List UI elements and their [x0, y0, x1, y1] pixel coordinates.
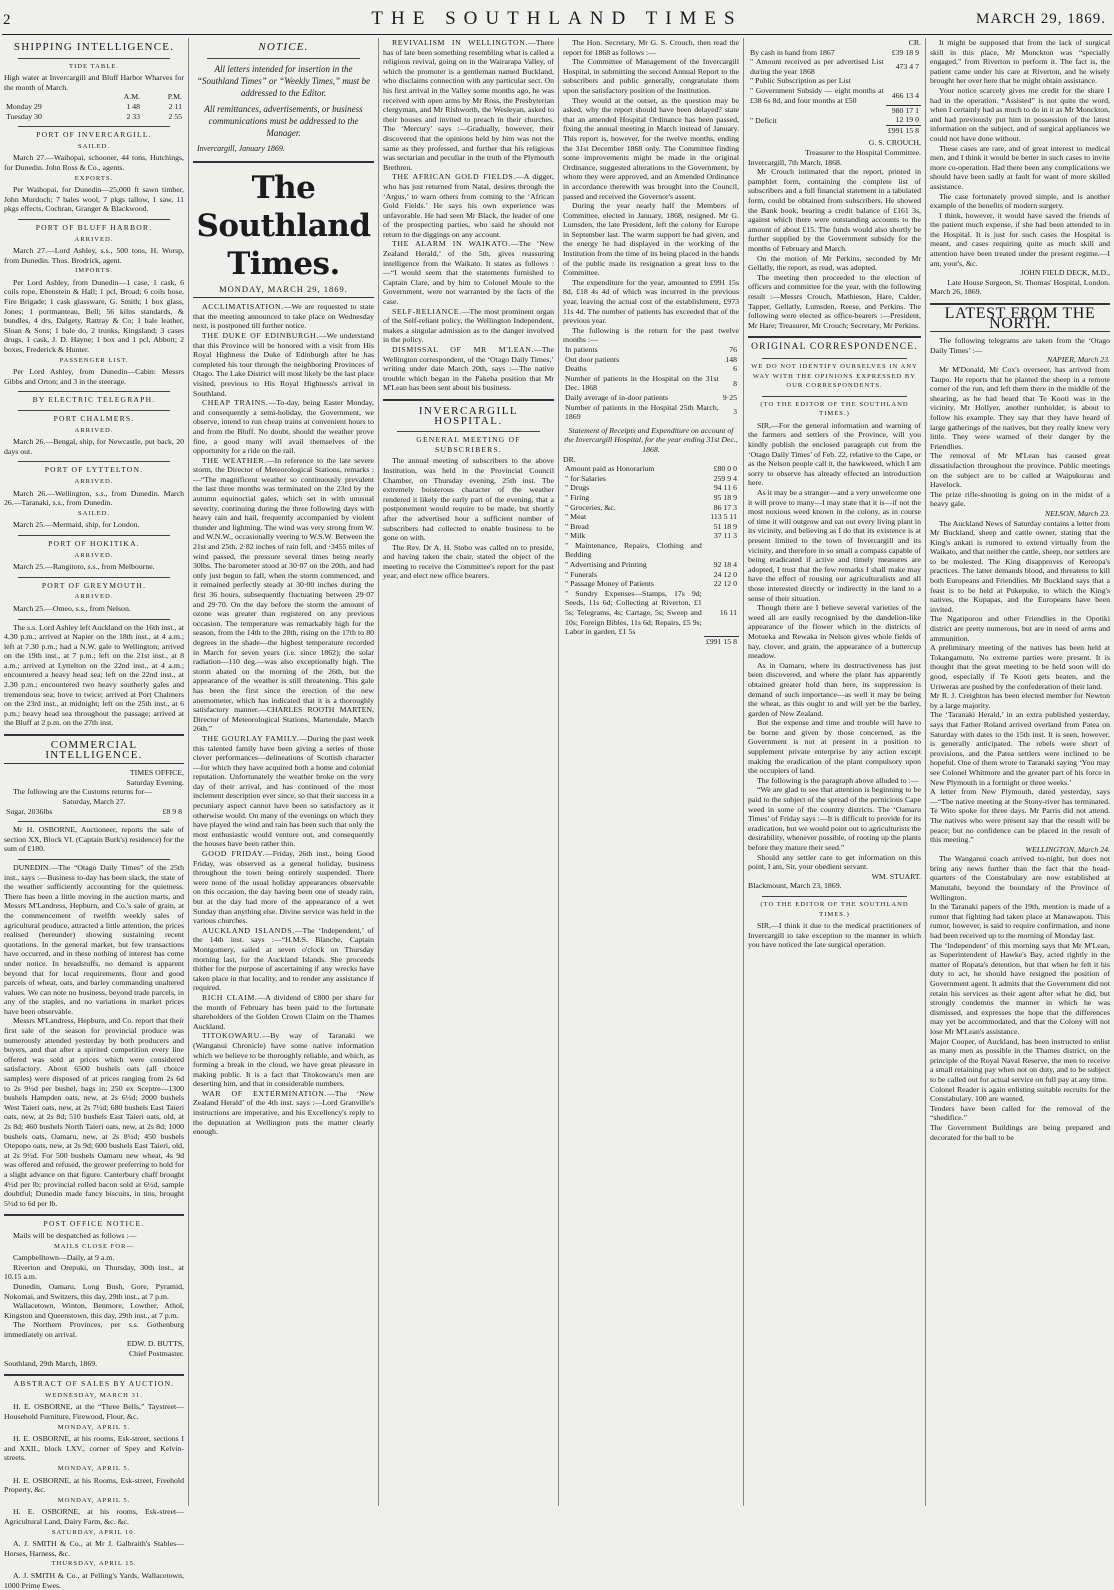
column-hospital [563, 38, 739, 1508]
latest-intro: The following telegrams are taken from the ‘Otago Daily Times’ :— [930, 336, 1110, 355]
paper-title: THE SOUTHLAND TIMES [371, 8, 743, 29]
news-paragraph: THE AFRICAN GOLD FIELDS.—A digger, who has just returned from Natal, desires through the ‘Argus,’ to warn others from coming to the ‘African Gold Fields.’ He says his own experience was unfavorable. He had seen Mr Black, the leader of one of the prospecting parties, who said he should not return to the diggings on any account. [383, 172, 554, 239]
office-time: Saturday Evening. [126, 777, 184, 787]
table-row: Out door patients 148 [565, 354, 737, 364]
running-head [0, 0, 1114, 34]
commercial-heading: COMMERCIAL INTELLIGENCE. [45, 739, 143, 761]
sale-entry: THURSDAY, APRIL 15. A. J. SMITH & Co., at Pelling's Yards, Wallacetown, 1000 Prime Ewes. [4, 1560, 184, 1590]
bluff-passengers-text: Per Lord Ashley, from Dunedin—Cabin: Messrs Gibbs and Orton; and 3 in the steerage. [4, 367, 184, 386]
table-row: In patients 76 [565, 345, 737, 354]
hospital-subheading: GENERAL MEETING OF SUBSCRIBERS. [416, 435, 521, 454]
telegram-place: NELSON, March 23. [1044, 508, 1110, 518]
tide-intro: High water at Invercargill and Bluff Harbor Wharves for the month of March. [4, 73, 184, 92]
sale-entry: WEDNESDAY, MARCH 31. H. E. OSBORNE, at the “Three Bells,” Taystreet—Household Furniture, Firewood, Flour, &c. [4, 1391, 184, 1422]
telegram-place: NAPIER, March 23. [1047, 355, 1110, 365]
hospital-paragraph: The expenditure for the year, amounted to £991 15s 8d, £18 4s 4d of which was incurred in the previous year, leaving the actual cost of the establishment, £973 11s 4d. The number of patients has exceeded that of the previous year. [563, 277, 739, 326]
letter-paragraph: These cases are rare, and of great interest to medical men, and I think it would be better in such cases to invite more co-operation. Had there been any complications we should have been sadly at fault for want of more skilled assistance. [930, 143, 1110, 191]
ly-arrived-text: March 26.—Wellington, s.s., from Dunedin. March 26.—Taranaki, s.s., from Dunedin. [4, 488, 184, 508]
treasurer-date: Invercargill, 7th March, 1868. [748, 157, 842, 167]
exports-label: EXPORTS. [74, 174, 114, 182]
tide-row: Tuesday 30 2 33 2 55 [6, 111, 182, 121]
notice-letters: All letters intended for insertion in the “Southland Times” or “Weekly Times,” must be addressed to the Editor. [197, 63, 370, 98]
postmaster-name: EDW. D. BUTTS, [126, 1339, 184, 1349]
letter-paragraph: But the expense and time and trouble will have to be borne and given by those concerned, as the Government is not at present in a position to supplement private enterprise by any action except making the eradication of the plant compulsory upon the occupiers of land. [748, 718, 921, 776]
pc-arrived-text: March 26.—Bengal, ship, for Newcastle, put back, 20 days out. [4, 437, 184, 456]
bluff-arrived-text: March 27.—Lord Ashley, s.s., 500 tons, H. Worsp, from Dunedin. Thos. Brodrick, agent. [4, 246, 184, 265]
news-paragraph: THE ALARM IN WAIKATO.—The ‘New Zealand Herald,’ of the 5th, gives reassuring intelligence from the Waikato. It states as follows :—“I would seem that the statements furnished to Captain Clare, and by him to Colonel Moule to the Government, were not warranted by the facts of the case. [383, 239, 554, 307]
postmaster-title: Chief Postmaster. [128, 1349, 184, 1359]
table-row: Amount paid as Honorarium £80 0 0 [565, 464, 737, 474]
editorial-paragraph: AUCKLAND ISLANDS.—The ‘Independent,’ of the 14th inst. says :—“H.M.S. Blanche, Captain Montgomery, sailed at seven o'clock on Thursday morning last, for the Auckland Islands. She proceeds thither for the purpose of ascertaining if any wrecks have taken place in that locality, and to render any assistance if required. [193, 925, 374, 993]
table-row: " Deficit 12 19 0 [750, 115, 919, 125]
hospital-intro: The annual meeting of subscribers to the above Institution, was held in the Provincial Council Chamber, on Thursday evening, 25th inst. The extremely boisterous character of the weather rendered it likely the early part of the evening, that a postponement would require to be made, but shortly after the advertised hour a sufficient number of subscribers had collected to enable business to be gone on with. [383, 456, 554, 543]
hospital-paragraph: The Committee of Management of the Invercargill Hospital, in submitting the second Annual Report to the subscribers and public generally, congratulate them upon the satisfactory position of the Institution. [563, 57, 739, 95]
letter-paragraph: I think, however, it would have saved the friends of the patient much expense, if she had been attended to in the Hospital. It is just for such cases the Hospital is meant, and cases requiring quite as much skill and attention have been treated under the present regime.—I am, your's, &c. [930, 210, 1110, 268]
dr-label: DR. [563, 454, 576, 464]
arrived-label: ARRIVED. [74, 426, 114, 434]
table-row: " Firing 95 18 9 [565, 492, 737, 502]
masthead-date: MONDAY, MARCH 29, 1869. [219, 283, 348, 294]
table-row: " Meat 113 5 11 [565, 512, 737, 522]
to-editor: (TO THE EDITOR OF THE SOUTHLAND TIMES.) [760, 900, 909, 918]
telegram-text: The Wanganui coach arrived to-night, but does not bring any news further than the fact that the head-quarters of the Constabulary are now established at Manutahi, beyond the boundary of the Province of Wellington. In the Taranaki papers of the 19th, mention is made of a rumor that fighting had taken place at Manawapou. This rumor, however, is said to require confirmation, and none had been received up to the morning of Monday last. The ‘Independent’ of this morning says that Mr M'Lean, as Superintendent of Hawke's Bay, acted rightly in the matter of Ropata's detention, but that when he felt it his duty to act, he should have resigned the position of Government agent. It admits that the Government did not retain his services as their agent after what he did, but strongly condemns the manner in which he was dismissed, and expresses the hope that the differences may yet be accommodated, and that the Colony will not lose Mr M'Lean's assistance. Major Cooper, of Auckland, has been instructed to enlist as many men as possible in the Thames district, on the principle of the Royal Naval Reserve, the men to receive a small retaining pay when not on duty, and to be subject to be called out for actual service on full pay at any time. Colonel Reader is again enlisting suitable recruits for the Constabulary. 100 are wanted. Tenders have been called for the removal of the “shedifice.” The Government Buildings are being prepared and decorated for the ball to be [930, 854, 1110, 1142]
hospital-after: The meeting then proceeded to the election of officers and committee for the year, with the following result :—Messrs Crouch, Mathieson, Hare, Calder, Tapper, Gellatly, Lumsden, Reese, and Perkins. The following were elected as office-bearers :—President, Mr Hare; Treasurer, Mr Crouch; Secretary, Mr Perkins. [748, 272, 921, 330]
inv-sailed-text: March 27.—Waihopai, schooner, 44 tons, Hutchings, for Dunedin. John Ross & Co., agents. [4, 153, 184, 172]
hospital-paragraph: They would at the outset, as the question may be asked, why the report should have been delayed? state that an amended Hospital Ordinance has been passed, fixing the annual meeting in March instead of January. This report is, however, for the twelve months, ending the 31st December 1868 only. The Committee finding some improvements might be made in the original Ordinance, suggested alterations to the Government, by whom they were approved, and an Amended Ordinance in accordance therewith was brought into the Council, passed and received the Governor's assent. [563, 95, 739, 201]
column-news [383, 38, 554, 1508]
mclandress-report: Messrs M'Landress, Hepburn, and Co. report that their first sale of the season for provincial produce was numerously attended yesterday by both producers and buyers, and that after a spirited competition every line offered was sold at prices which were considered satisfactory. About 6500 bushels oats (all choice samples) were disposed of at prices ranging from 2s 6d to 2s 9½d per bushel, bags in; 250 ex Sceptre—1300 bushels Hampden oats, new, at 2s 6½d; 2000 bushels West Taieri oats, new, at 2s 7½d; 680 bushels East Taieri oats, new, at 2s 8d; 510 bushels East Taieri oats, old, at 2s 8d; 460 bushels North Taieri oats, new, at 2s 8d; 1000 bushels oats, Oamaru, new, at 2s 8½d; 450 bushels Otepopo oats, new, at 2s 9d; 600 bushels East Taieri, old, at 2s 9½d. For 500 bushels Oamaru new wheat, 4s 9d was offered and refused, the grower preferring to hold for a slight advance on that figure. Canterbury chaff brought 4½d per lb; provincial rolled bacon sold at 6½d, sample doubtful; Dunedin made fancy biscuits, in tins, brought 5½d to 6d per lb. [4, 1016, 184, 1208]
table-row: " Maintenance, Repairs, Clothing and Bedding [565, 540, 702, 560]
mail-item: Campbelltown—Daily, at 9 a.m. [13, 1253, 115, 1263]
hospital-after: Mr Crouch intimated that the report, printed in pamphlet form, containing the complete list of subscribers and a full financial statement in a tabulated form, could be obtained from subscribers. He showed the Bank book, bearing a credit balance of £161 3s, against which there were outstanding accounts to the amount of about £15. The funds would also shortly be further supplied by the Government subsidy for the months of February and March. [748, 167, 921, 253]
post-place: Southland, 29th March, 1869. [4, 1358, 98, 1368]
table-row: " Drugs 94 11 6 [565, 483, 737, 493]
gr-arrived-text: March 25.—Omeo, s.s., from Nelson. [13, 603, 131, 613]
letter-paragraph: As in Oamaru, where its destructiveness has just been discovered, and where the plant has apparently obtained greater hold than here, its suppression is demand of such importance—as well it may be being the wheat, as this ought to and will yet be the barley, garden of New Zealand. [748, 660, 921, 718]
mail-item: The Northern Provinces, per s.s. Gothenburg immediately on arrival. [4, 1320, 184, 1339]
port-lyttelton-heading: PORT OF LYTTELTON. [44, 465, 144, 475]
column-rule [925, 38, 926, 1506]
letter-paragraph: As it may be a stranger—and a very unwelcome one it will prove to many—I may state that it is—if not the most noxious weed known in the colony, as in course of time it will outgrow and eat out every living plant in its vicinity, and believing as I do that its existence is at present limited to the town of Invercargill and its vicinity, and therefore in so small a compass capable of being eradicated if active and timely measures are adopted, I trust that the few remarks I shall make may have the effect of rousing our agriculturalists and all those interested directly or indirectly in the land to a sense of their situation. [748, 488, 921, 603]
osborne-sale: Mr H. OSBORNE, Auctioneer, reports the sale of section XX, Block VI. (Captain Burk's) residence) for the sum of £180. [4, 825, 184, 854]
inv-exports-text: Per Waihopai, for Dunedin—25,000 ft sawn timber, John Murdoch; 7 bales wool, 7 pkgs tallow, 1 saw, 11 pkgs effects, Cochran, Granger & Blackwood. [4, 185, 184, 214]
notice-remittances: All remittances, advertisements, or business communications must be addressed to the Manager. [204, 103, 363, 138]
table-row: " Advertising and Printing 92 18 4 [565, 560, 737, 570]
telegraph-heading: BY ELECTRIC TELEGRAPH. [32, 395, 156, 405]
telegram-text: Mr M'Donald, Mr Cox's overseer, has arrived from Taupo. He reports that he planted the sheep in a remote corner of the run, and left them there in the middle of the shearing, as he had heard that Te Kooti was in the vicinity. Mr Hollyer, another runholder, is about to follow his example. They say that they have heard of large gatherings of the natives, but they really knew very little. They were warned of their danger by the Friendlies. The removal of Mr M'Lean has caused great dissatisfaction throughout the province. Public meetings on the subject are to be called at Waipukurau and Havelock. The prize rifle-shooting is going on in the midst of a heavy gale. [930, 365, 1110, 509]
table-row: " Bread 51 18 9 [565, 521, 737, 531]
treasurer-title: Treasurer to the Hospital Committee. [805, 148, 921, 158]
table-row: " Sundry Expenses—Stamps, 17s 9d; Seeds, 11s 6d; Collecting at Riverton, £1 5s; Telegrams, 4s; Cartage, 5s; Sweep and 10s; Foreign Bibles, 11s 6d; Repairs, £5 9s; Labor in garden, £1 5s 16 11 [565, 588, 737, 637]
hospital-after: On the motion of Mr Perkins, seconded by Mr Gellatly, the report, as read, was adopted. [748, 253, 921, 273]
letter-place: Blackmount, March 23, 1869. [748, 881, 842, 891]
sale-entry: MONDAY, APRIL 5. H. E. OSBORNE, at his rooms, Esk-street—Agricultural Land, Dairy Farm, &c. &c. [4, 1496, 184, 1526]
tide-table [4, 92, 184, 121]
editorial-paragraph: THE WEATHER.—In reference to the late severe storm, the Director of Meteorological Stations, remarks :—“The magnificent weather so continuously prevalent the last three months was terminated on the 23rd by the autumn equinoctial gales, which set in with unusual severity, continuing during the three following days with heavy rain and hail, frequently accompanied by violent thunder and lightning. The wind was very strong from W. and W.N.W., occasionally veering to W.S.W. Between the 21st and 25th, 2·82 inches of rain fell, and ·3455 miles of wind passed, the pressure several times being nearly 30lbs. The barometer stood at 30·07 on the 20th, and had only just begun to fall, when the storm commenced, and it remained perfectly steady at 30·00 inches during the first 36 hours, subsequently fluctuating between 29·07 and 29·70. On the day before the storm the amount of ozone was greater than registered on any previous occasion. The temperature was remarkably high for the season, from the 14th to the 28th, rising on the 17th to 80 degrees in the shade—the highest temperature recorded in March for seven years (i.e. since 1862); the solar radiation—110 deg.—was also exceptionally high. The storm abated on the morning of the 26th, but the appearance of the weather is still threatening. This gale has been the first since the erection of the new anemometer, which has indicated that it is a thoroughly satisfactory manner.—CHARLES ROOTH MARTEN, Director of Meteorological Stations, Martendale, March 26th.” [193, 455, 374, 734]
table-total: £991 15 8 [887, 125, 919, 135]
editorial-paragraph: ACCLIMATISATION.—We are requested to state that the meeting announced to take place on Wednesday next, is postponed till further notice. [193, 302, 374, 331]
column-editorial [193, 38, 374, 1508]
office-line: TIMES OFFICE, [129, 768, 184, 778]
news-paragraph: REVIVALISM IN WELLINGTON.—There has of late been something resembling what is called a religious revival, going on in the Wairarapa Valley, of which the promoter is a gentleman named Buckland, who disclaims connection with any particular sect. On his first arrival in the Valley some months ago, he was received with open arms by Mr Ross, the Presbyterian clergyman, and Mr Rishworth, the Wesleyan, asked to their houses and invited to preach in their churches. The ‘Mercury’ says :—Gradually, however, their discovered that the opinions held by him was not the same as they professed, and further that his religious was sectarian and peculiar in the truth of the Plymouth Brethren. [383, 38, 554, 172]
table-row: 980 17 1 [748, 105, 921, 115]
telegram-text: The Auckland News of Saturday contains a letter from Mr Buckland, sheep and cattle owner, stating that the King's ankati is rumored to extend virtually from the Waikato, and that neither the cattle, sheep, nor settlers are to be molested. The King disapproves of Kereopa's practices. The latter demands blood, and threatens to kill both Europeans and Friendlies. Mr Buckland says that a feast is to be held at Pukepuke, to which the King's natives, the Kupapas, and the Europeans have been invited. The Ngatiporou and other Friendlies in the Opotiki district are pretty numerous, but are in need of arms and ammunition. A preliminary meeting of the natives has been held at Tokangamutu. No extreme parties were present. It is thought that the great meeting to be held soon will do good, especially if Te Kooti gets beaten, and the Uriweras are pushed by the confederation of their land. Mr R. J. Creighton has been elected member for Newton by a large majority. The ‘Taranaki Herald,’ in an extra published yesterday, says that Father Roland arrived overland from Patea on Saturday with dates to the 15th inst. It is seen, however, is generally anticipated. The rebels were short of provisions, and the Patea settlers were inclined to be hopeful. One of them wrote to Taranaki saying ‘You may see Colonel Whitmore and the greater part of his force in New Plymouth in a fortnight or three weeks.’ A letter from New Plymouth, dated yesterday, says—“The native meeting at the Stony-river has terminated. Te Wito spoke for three days. Mr Parris did not attend. The natives who were present say that the result will be peace; but no confidence can be placed in the result of this meeting.” [930, 518, 1110, 845]
letter-paragraph: “We are glad to see that attention is beginning to be paid to the subject of the spread of the pernicious Cape weed in some of the country districts. The ‘Oamaru Times’ of Friday says :—It is difficult to provide for its eradication, but we would point out to agriculturists the desirability, whenever possible, of rooting up the plants before they mature their seed.” [748, 785, 922, 852]
sale-entry: SATURDAY, APRIL 10. A. J. SMITH & Co., at Mr J. Galbraith's Stables—Horses, Harness, &c. [4, 1528, 184, 1558]
column-rule [743, 38, 744, 1506]
customs-intro: The following are the Customs returns for— [13, 787, 153, 797]
editorial-paragraph: GOOD FRIDAY.—Friday, 26th inst., being Good Friday, was observed as a general holiday, business throughout the town being entirely suspended. There were none of the usual holiday appearances observable on this occasion, the day having been one of steady rain, but at the day had more of the appearance of a wet Sunday than anything else. Divine service was held in the various churches. [193, 849, 374, 926]
tide-row: Monday 29 1 48 2 11 [6, 101, 182, 111]
column-rule [558, 38, 559, 1506]
mail-item: Dunedin, Oamaru, Long Bush, Gore, Pyramid, Nokomai, and Switzers, this day, 29th inst., at 7 p.m. [4, 1281, 184, 1301]
cr-label: CR. [908, 38, 921, 47]
editorial-paragraph: CHEAP TRAINS.—To-day, being Easter Monday, and consequently a semi-holiday, the Government, we observe, intend to run cheap trains at convenient hours to and from the Bluff. No doubt, should the weather prove fine, a good many will avail themselves of the opportunity for a ride on the rail. [193, 398, 374, 456]
sale-entry: MONDAY, APRIL 5. H. E. OSBORNE, at his rooms, Esk-street, sections I and XXII., block LXV., corner of Spey and Kelvin-streets. [4, 1423, 184, 1463]
expenditure-table [563, 464, 739, 647]
table-row: Deaths 6 [565, 364, 737, 374]
table-row: " Milk 37 11 3 [565, 531, 737, 541]
issue-date: MARCH 29, 1869. [975, 11, 1106, 27]
letter-paragraph: The case fortunately proved simple, and is another example of the benefits of modern surgery. [930, 191, 1110, 211]
port-hokitika-heading: PORT OF HOKITIKA. [48, 538, 140, 548]
hospital-paragraph: The Hon. Secretary, Mr G. S. Crouch, then read the report for 1868 as follows :— [563, 38, 739, 57]
arrived-label: ARRIVED. [74, 477, 114, 485]
letter-paragraph: SIR,—For the general information and warning of the farmers and settlers of the Province, will you kindly publish the enclosed paragraph cut from the ‘Otago Daily Times’ of Feb. 22, relative to the Cape, or as the Nelson people call it, the hawkweed, which I am sorry to observe has already effected an introduction here. [748, 420, 921, 488]
editorial-paragraph: RICH CLAIM.—A dividend of £800 per share for the month of February has been paid to the fortunate shareholders of the Golden Crown Claim on the Thames Auckland. [193, 992, 374, 1031]
treasurer-name: G. S. CROUCH, [868, 138, 921, 148]
letter-paragraph: Your notice scarcely gives me credit for the share I had in the operation. “Assisted” is not quite the word, when I certainly had as much to do in it as Mr Monckton, and had previously put him in possession of the latest information on the subject, and of surgical appliances we could not have done without. [930, 85, 1110, 143]
lord-ashley-note: The s.s. Lord Ashley left Auckland on the 16th inst., at 4.30 p.m.; arrived at Napier on the 18th inst., at 4 a.m.; left at 7.30 p.m.; had a N.W. gale to Wellington; arrived on the 19th inst., at 7 p.m.; left on the 21st inst., at 8 a.m.; arrived at Lyttelton on the 22nd inst., at 4 a.m.; encountered a heavy head sea; left on the 22nd inst., at 2.30 p.m.; encountered two heavy southerly gales and tremendous sea; hove to twice; arrived at Port Chalmers on the 23rd inst., at midnight; left on the 25th inst., at 6 p.m.; heavy head sea throughout the passage; arrived at the Bluff at 2 p.m. on the 27th inst. [4, 622, 184, 728]
port-invercargill-heading: PORT OF INVERCARGILL. [36, 130, 152, 140]
letter-paragraph: Though there are I believe several varieties of the weed all are easily recognised by the dandelion-like appearance of the flower which in the districts of Motueka and Rewaka in Nelson gives whole fields of hay, clover, and grain, the appearance of a buttercup meadow. [748, 603, 921, 661]
table-row: Number of patients in the Hospital on the 31st Dec. 1868 8 [565, 373, 737, 393]
editorial-paragraph: THE DUKE OF EDINBURGH.—We understand that this Province will be honored with a visit from His Royal Highness the Duke of Edinburgh after he has completed his tour through the neighboring Provinces of Otago. The Lake District will most likely be the last place visited, previous to His Royal Highness's arrival in Southland. [193, 330, 375, 398]
table-row: Daily average of in-door patients 9·25 [565, 392, 737, 402]
news-paragraph: SELF-RELIANCE.—The most prominent organ of the Self-reliant policy, the Wellington Independent, makes a singular admission as to the danger involved in the policy. [383, 306, 554, 345]
table-total: £991 15 8 [705, 637, 737, 647]
sailed-label: SAILED. [77, 142, 111, 150]
column-shipping [4, 38, 184, 1590]
correspondence-heading: ORIGINAL CORRESPONDENCE. [751, 342, 918, 353]
table-row: " Groceries, &c. 86 17 3 [565, 502, 737, 512]
shipping-heading: SHIPPING INTELLIGENCE. [13, 41, 175, 53]
tide-col-am: A.M. [123, 92, 141, 102]
letter-signature-title: Late House Surgeon, St. Thomas' Hospital, London. [947, 277, 1110, 287]
letter-paragraph: SIR,—I think it due to the medical practitioners of Invercargill to take exception to the manner in which you have noticed the late surgical operation. [748, 921, 921, 950]
hospital-paragraph: During the year nearly half the Members of Committee, elected in January, 1868, resigned. Mr G. Lumsden, the late President, left the colony for Europe in September last. The warm support he had given, and the energy he had displayed in the working of the Institution from the time of its being placed in the hands of the public made its resignation a great loss to the Committee. [563, 201, 739, 278]
mails-close-label: MAILS CLOSE FOR— [53, 1242, 135, 1250]
letter-signature: JOHN FIELD DECK, M.D., [1020, 268, 1110, 278]
column-rule [188, 38, 189, 1506]
table-row: " Amount received as per advertised List during the year 1868 473 4 7 [750, 57, 919, 76]
correspondence-disclaimer: WE DO NOT IDENTIFY OURSELVES IN ANY WAY WITH THE OPINIONS EXPRESSED BY OUR CORRESPONDENTS. [751, 362, 918, 390]
page-number: 2 [3, 12, 11, 28]
masthead-title: The Southland Times. [196, 169, 371, 282]
port-greymouth-heading: PORT OF GREYMOUTH. [41, 580, 147, 590]
ly-sailed-text: March 25.—Mermaid, ship, for London. [13, 520, 140, 530]
editorial-paragraph: THE GOURLAY FAMILY.—During the past week this talented family have been giving a series of those clever performances—delineations of Scottish character—for which they have acquired both a home and colonial reputation. Unfortunately the weather broke on the very day of their arrival, and has continued of the most inclement description ever since, so that their success in a pecuniary aspect cannot have been so satisfactory as it otherwise would. On many of the evenings on which they have played the wind and rain has been such that only the most enthusiastic would venture out, and consequently the houses have been rather thin. [193, 733, 374, 849]
bluff-imports-text: Per Lord Ashley, from Dunedin—1 case, 1 cask, 6 coils rope, Ebenstein & Hall; 1 pcl, Broad; 6 coils hose, Fire Brigade; 1 cask glassware, G. Smith; 1 box glass, Jones; 1 portmanteau, Bell; 56 kilns standards, & bundles, 4 drs, Dalgety, Rattray & Co; 1 bale leather, Sloan & Sons; 1 bale do, 2 trunks, Kingsland; 3 cases drugs, 1 cask, J. D. Hayne; 1 box and 1 pcl, Abbott; 2 boxes, Frederick & Hunter. [4, 277, 184, 355]
letter-place: March 26, 1869. [930, 287, 982, 297]
sale-entry: MONDAY, APRIL 5. H. E. OSBORNE, at his Rooms, Esk-street, Freehold Property, &c. [4, 1465, 184, 1495]
imports-label: IMPORTS. [75, 267, 113, 275]
mail-item: Wallacetown, Winton, Benmore, Lowther, Athol, Kingston and Queenstown, this day, 29th inst., at 7 p.m. [4, 1301, 184, 1320]
to-editor: (TO THE EDITOR OF THE SOUTHLAND TIMES.) [760, 400, 909, 418]
table-row: Number of patients in the Hospital 25th March, 1869 3 [565, 402, 737, 422]
arrived-label: ARRIVED. [74, 551, 114, 559]
editorial-paragraph: TITOKOWARU.—By way of Taranaki we (Wanganui Chronicle) have some native information which we believe to be thoroughly reliable, and which, as forming a break in the cloud, we have great pleasure in making public. It is a fact that Titokowaru's men are deserting him, and that in considerable numbers. [193, 1031, 374, 1089]
letter-paragraph: It might be supposed that from the lack of surgical skill in this place, Mr Monckton was “specially engaged,” from Riverton to perform it. The fact is, the patient came under his care at Riverton, and he wisely brought her over here that he might obtain assistance. [930, 38, 1110, 86]
customs-table: Sugar, 2036lbs £8 9 8 [6, 806, 182, 816]
post-office-heading: POST OFFICE NOTICE. [43, 1219, 145, 1229]
telegram-place: WELLINGTON, March 24. [1025, 844, 1110, 854]
table-row: " Funerals 24 12 0 [565, 569, 737, 579]
table-row: By cash in hand from 1867 £39 18 9 [750, 47, 919, 57]
customs-date: Saturday, March 27. [62, 797, 126, 806]
news-paragraph: DISMISSAL OF MR M'LEAN.—The Wellington correspondent, of the ‘Otago Daily Times,’ writing under date March 20th, says :—The native trouble which began in the Pakeha position that Mr M'Lean has been sent about his business. [383, 345, 554, 393]
patients-table [563, 345, 739, 422]
notice-heading: NOTICE. [258, 41, 309, 53]
hospital-heading: INVERCARGILL HOSPITAL. [418, 404, 519, 427]
letter-paragraph: Should any settler care to get information on this point, I am, Sir, your obedient servant. [748, 852, 921, 872]
letter-signature: WM. STUART. [871, 871, 921, 881]
table-row: " Public Subscription as per List [750, 76, 851, 86]
abstract-heading: ABSTRACT OF SALES BY AUCTION. [13, 1379, 175, 1389]
statement-title: Statement of Receipts and Expenditure on account of the Invercargill Hospital, for the year ending 31st Dec., 1868. [564, 425, 738, 454]
editorial-paragraph: WAR OF EXTERMINATION.—The ‘New Zealand Herald’ of the 4th inst. says :—Lord Granville's instructions are imperative, and his Excellency's reply to the deputation at Wellington puts the matter clearly enough. [193, 1088, 375, 1137]
hospital-paragraph: The Rev. Dr A. H. Stobo was called on to preside, and having taken the chair, stated the object of the meeting to receive the Committee's report for the past year, and elect new office bearers. [383, 542, 554, 581]
notice-date: Invercargill, January 1869. [197, 143, 285, 153]
letter-paragraph: The following is the paragraph above alluded to :— [757, 775, 919, 785]
receipts-table [748, 48, 921, 136]
passenger-list-label: PASSENGER LIST. [59, 356, 129, 364]
column-latest [930, 38, 1110, 1508]
table-row: " Government Subsidy — eight months at £38 6s 8d, and four months at £50 466 13 4 [750, 85, 919, 105]
port-bluff-heading: PORT OF BLUFF HARBOR. [35, 222, 153, 232]
latest-heading: LATEST FROM THE NORTH. [944, 305, 1096, 332]
mail-item: Riverton and Orepuki, on Thursday, 30th inst., at 10.15 a.m. [4, 1262, 184, 1282]
table-row: " for Salaries 259 9 4 [565, 473, 737, 483]
head-rule [2, 34, 1112, 35]
port-chalmers-heading: PORT CHALMERS. [53, 414, 135, 423]
arrived-label: ARRIVED. [74, 235, 114, 243]
tide-table-heading: TIDE TABLE. [69, 62, 119, 70]
ho-arrived-text: March 25.—Rangitoto, s.s., from Melbourne. [13, 562, 155, 572]
patients-intro: The following is the return for the past twelve months :— [563, 325, 739, 345]
table-row: " Passage Money of Patients 22 12 0 [565, 579, 737, 589]
arrived-label: ARRIVED. [74, 593, 114, 601]
mails-intro: Mails will be despatched as follows :— [13, 1230, 137, 1240]
sailed-label: SAILED. [77, 509, 111, 517]
dunedin-report: DUNEDIN.—The “Otago Daily Times” of the 25th inst., says :—Business to-day has been slack, the state of the weather sufficiently accounting for the quietness. There has been a little moving in the auction marts, and Messrs M'Landress, Hepburn, and Co.'s sale of grain, at the commencement of twelfth weekly sales of agricultural produce, attracted a little attention, the prices realised (hereunder) showing sustaining recent quotations. In the general market, but few transactions have occurred, and in these nothing of interest has come under notice. In breadstuffs, no demand is apparent beyond that for local requirements, flour and good parcels of wheat, oats, and barley commanding unaltered values. We can note no business, beyond trade parcels, in any of the staples, and no variations in market prices have been observable. [4, 862, 184, 1016]
column-correspondence [748, 38, 921, 1508]
column-rule [378, 38, 379, 1506]
tide-col-pm: P.M. [167, 92, 182, 102]
